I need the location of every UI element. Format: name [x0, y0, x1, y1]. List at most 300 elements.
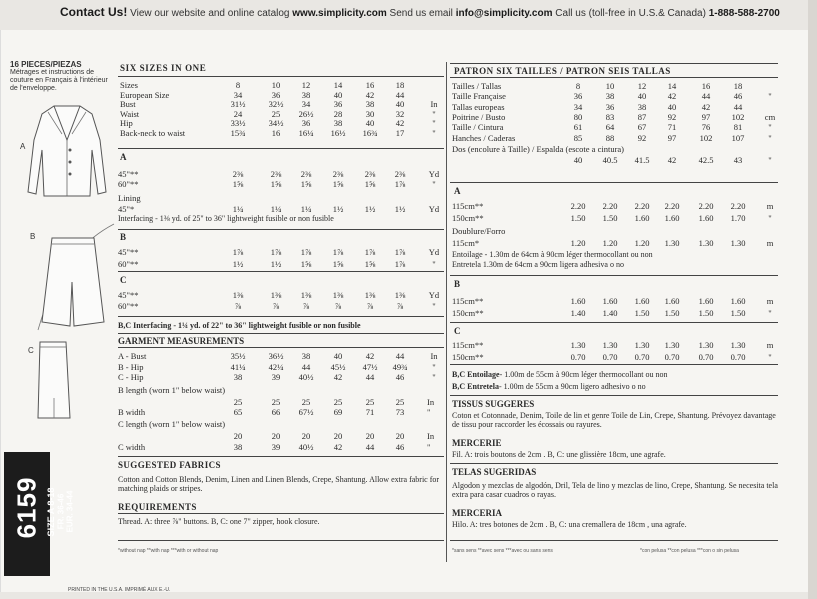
- page-edge: [808, 0, 817, 599]
- cell-value: 38: [233, 442, 243, 452]
- cell-value: 24: [233, 108, 243, 119]
- cell-value: 36: [271, 89, 281, 100]
- cell-value: 83: [605, 111, 615, 122]
- cell-value: 42¼: [268, 361, 284, 372]
- cell-value: 1⅝: [364, 259, 376, 269]
- mercerie-title: MERCERIE: [452, 438, 502, 448]
- cell-value: 47½: [362, 361, 378, 372]
- cell-value: ⅞: [396, 301, 404, 311]
- cell-value: 66: [271, 407, 281, 417]
- printed-in-note: PRINTED IN THE U.S.A. IMPRIMÉ AUX E.-U.: [68, 587, 171, 593]
- interfacing-bc: B,C Interfacing - 1¼ yd. of 22" to 36" lightweight fusible or non fusible: [118, 321, 361, 330]
- dos-label: Dos (encolure à Taille) / Espalda (escote a cintura): [452, 144, 625, 154]
- cell-value: 0.70: [698, 352, 714, 362]
- cell-value: 1¼: [300, 204, 312, 214]
- entoilage-bc: [452, 370, 668, 379]
- cell-value: 1⅞: [394, 247, 406, 257]
- cell-value: 26½: [298, 108, 314, 119]
- unit-label: Yd: [428, 247, 440, 257]
- cell-value: 1.20: [570, 238, 586, 248]
- cell-value: 1.50: [664, 308, 680, 318]
- cell-value: 42: [667, 91, 677, 102]
- cell-value: 41¼: [230, 361, 246, 372]
- cell-value: 107: [731, 132, 745, 143]
- cell-value: 1⅜: [332, 290, 344, 300]
- cell-value: 1.30: [664, 340, 680, 350]
- cell-value: 46: [395, 372, 405, 382]
- cell-value: 40: [667, 101, 677, 112]
- row-label: 45"**: [118, 169, 139, 179]
- culottes-sketch-b: [30, 222, 116, 338]
- entretela-a: Entretela 1.30m de 64cm a 90cm ligera adhesiva o no: [452, 260, 624, 269]
- cell-value: 38: [301, 89, 311, 100]
- cell-value: 71: [365, 407, 375, 417]
- cell-value: 1⅝: [270, 179, 282, 189]
- cell-value: 40: [637, 91, 647, 102]
- cell-value: 2⅜: [300, 169, 312, 179]
- cell-value: 42: [365, 89, 375, 100]
- unit-label: ": [432, 108, 436, 119]
- cell-value: 1¼: [232, 204, 244, 214]
- cell-value: 34½: [268, 118, 284, 129]
- cell-value: 1½: [364, 204, 376, 214]
- contact-us-label: Contact Us!: [60, 5, 128, 19]
- unit-label: ": [768, 132, 772, 143]
- requirements-text: Thread. A: three ⅞" buttons. B, C: one 7" zipper, hook closure.: [118, 517, 320, 526]
- fr-size-range: FR. 36-46: [56, 493, 66, 530]
- cell-value: 2.20: [634, 201, 650, 211]
- cell-value: 41.5: [634, 155, 650, 165]
- cell-value: 36: [605, 101, 615, 112]
- cell-value: 1.30: [730, 340, 746, 350]
- unit-label: m: [766, 340, 774, 350]
- unit-label: ": [432, 179, 436, 189]
- cell-value: 25: [301, 397, 311, 407]
- pieces-french-note: Métrages et instructions de couture en Français à l'intérieur de l'enveloppe.: [10, 69, 108, 92]
- row-label: Taille / Cintura: [452, 122, 504, 133]
- unit-label: m: [766, 201, 774, 211]
- row-label: B - Hip: [118, 361, 144, 372]
- row-label: Tallas europeas: [452, 101, 505, 112]
- unit-label: ": [768, 352, 772, 362]
- pattern-number: 6159: [11, 476, 42, 539]
- cell-value: 88: [605, 132, 615, 143]
- cell-value: 16: [271, 128, 281, 138]
- entretela-bc-label: B,C Entretela: [452, 382, 499, 391]
- cell-value: 1.60: [602, 296, 618, 306]
- cell-value: 0.70: [634, 352, 650, 362]
- unit-label: ": [432, 259, 436, 269]
- cell-value: 16: [701, 81, 711, 91]
- row-label: B width: [118, 407, 146, 417]
- eur-size-range: EUR. 34-44: [65, 490, 75, 533]
- rule-line: [450, 395, 778, 396]
- contact-bar: [0, 0, 817, 24]
- cell-value: 97: [701, 111, 711, 122]
- cell-value: 1.30: [602, 340, 618, 350]
- cell-value: 1⅞: [300, 247, 312, 257]
- cell-value: 38: [605, 91, 615, 102]
- cell-value: 42: [701, 101, 711, 112]
- requirements-title: REQUIREMENTS: [118, 502, 197, 512]
- entoilage-bc-label: B,C Entoilage: [452, 370, 500, 379]
- section-a-label: A: [120, 152, 127, 162]
- cell-value: 40: [573, 155, 583, 165]
- cell-value: 40: [333, 89, 343, 100]
- unit-label: Yd: [428, 290, 440, 300]
- rule-line: [450, 63, 778, 64]
- cell-value: 49¾: [392, 361, 408, 372]
- cell-value: 10: [271, 80, 281, 90]
- cell-value: 65: [233, 407, 243, 417]
- cell-value: 38: [365, 99, 375, 110]
- unit-label: ": [768, 213, 772, 223]
- cell-value: 14: [333, 80, 343, 90]
- unit-label: In: [430, 351, 438, 361]
- cell-value: 81: [733, 122, 743, 133]
- row-label: 115cm*: [452, 238, 480, 248]
- cell-value: 25: [333, 397, 343, 407]
- mercerie-text: Fil. A: trois boutons de 2cm . B, C: une glissière 18cm, une agrafe.: [452, 450, 666, 459]
- unit-label: In: [427, 431, 435, 441]
- cell-value: 31½: [230, 99, 246, 110]
- row-label: A - Bust: [118, 351, 147, 361]
- c-length-label: C length (worn 1" below waist): [118, 419, 226, 429]
- cell-value: 44: [365, 372, 375, 382]
- cell-value: 2⅜: [332, 169, 344, 179]
- french-title: PATRON SIX TAILLES / PATRON SEIS TALLAS: [454, 66, 671, 76]
- row-label: Poitrine / Busto: [452, 111, 506, 122]
- cell-value: 42: [365, 351, 375, 361]
- cell-value: 76: [701, 122, 711, 133]
- cell-value: 1⅜: [364, 290, 376, 300]
- website-link[interactable]: www.simplicity.com: [292, 8, 387, 19]
- cell-value: 0.70: [730, 352, 746, 362]
- unit-label: ": [768, 308, 772, 318]
- entretela-bc: [452, 382, 646, 391]
- cell-value: 33½: [230, 118, 246, 129]
- row-label: 115cm**: [452, 296, 484, 306]
- cell-value: 1.20: [602, 238, 618, 248]
- size-range: SIZE A 8-18: [46, 487, 56, 537]
- merceria-text: Hilo. A: tres botones de 2cm . B, C: una cremallera de 18cm , una agrafe.: [452, 520, 687, 529]
- row-label: Tailles / Tallas: [452, 81, 502, 91]
- lining-label: Lining: [118, 193, 141, 203]
- cell-value: 40: [395, 99, 405, 110]
- cell-value: 8: [575, 81, 581, 91]
- cell-value: 46: [733, 91, 743, 102]
- cell-value: 38: [301, 351, 311, 361]
- cell-value: 16½: [330, 128, 346, 138]
- cell-value: 35½: [230, 351, 246, 361]
- rule-line: [450, 540, 778, 541]
- cell-value: 12: [637, 81, 647, 91]
- cell-value: 42: [333, 372, 343, 382]
- cell-value: 80: [573, 111, 583, 122]
- section-a-label-fr: A: [454, 186, 461, 196]
- cell-value: 36: [333, 99, 343, 110]
- rule-line: [118, 540, 444, 541]
- cell-value: 64: [605, 122, 615, 133]
- english-footnote: *without nap **with nap ***with or without nap: [118, 548, 219, 554]
- unit-label: In: [430, 99, 438, 110]
- jacket-sketch-a: [26, 100, 108, 210]
- row-label: Back-neck to waist: [120, 128, 186, 138]
- cell-value: 1.60: [570, 296, 586, 306]
- rule-line: [118, 347, 444, 348]
- cell-value: 1.50: [730, 308, 746, 318]
- cell-value: 40.5: [602, 155, 618, 165]
- cell-value: 20: [333, 431, 343, 441]
- row-label: Hanches / Caderas: [452, 132, 516, 143]
- row-label: European Size: [120, 89, 170, 100]
- cell-value: 67: [637, 122, 647, 133]
- cell-value: 32: [395, 108, 405, 119]
- cell-value: 17: [395, 128, 405, 138]
- cell-value: 1.60: [730, 296, 746, 306]
- unit-label: ": [768, 122, 772, 133]
- cell-value: 1.60: [698, 213, 714, 223]
- cell-value: 43: [733, 155, 743, 165]
- cell-value: 42.5: [698, 155, 714, 165]
- cell-value: 1⅜: [394, 290, 406, 300]
- cell-value: 38: [233, 372, 243, 382]
- cell-value: 2.20: [602, 201, 618, 211]
- cell-value: 32½: [268, 99, 284, 110]
- row-label: 150cm**: [452, 352, 484, 362]
- cell-value: 1⅝: [332, 259, 344, 269]
- row-label: Hip: [120, 118, 133, 129]
- row-label: 150cm**: [452, 308, 484, 318]
- rule-line: [118, 148, 444, 149]
- cell-value: 61: [573, 122, 583, 133]
- row-label: 45"**: [118, 247, 139, 257]
- cell-value: 20: [395, 431, 405, 441]
- row-label: 115cm**: [452, 201, 484, 211]
- cell-value: 97: [667, 132, 677, 143]
- cell-value: 1⅝: [300, 259, 312, 269]
- view-website-text: View our website and online catalog: [130, 8, 290, 19]
- cell-value: 1.50: [698, 308, 714, 318]
- unit-label: cm: [764, 111, 776, 122]
- cell-value: 34: [573, 101, 583, 112]
- interfacing-a: Interfacing - 1⅜ yd. of 25" to 36" lightweight fusible or non fusible: [118, 214, 334, 223]
- cell-value: ⅞: [272, 301, 280, 311]
- cell-value: 92: [637, 132, 647, 143]
- cell-value: 34: [301, 99, 311, 110]
- cell-value: 1.70: [730, 213, 746, 223]
- row-label: 45"**: [118, 290, 139, 300]
- rule-line: [118, 333, 444, 334]
- cell-value: 36½: [268, 351, 284, 361]
- cell-value: 1⅝: [232, 179, 244, 189]
- cell-value: 44: [733, 101, 743, 112]
- cell-value: 1⅞: [394, 259, 406, 269]
- unit-label: Yd: [428, 169, 440, 179]
- cell-value: 1.30: [698, 340, 714, 350]
- suggested-fabrics-title: SUGGESTED FABRICS: [118, 460, 221, 470]
- cell-value: 15¾: [230, 128, 246, 138]
- cell-value: 10: [605, 81, 615, 91]
- figure-b-label: B: [30, 232, 36, 241]
- cell-value: 42: [395, 118, 405, 129]
- cell-value: 25: [271, 108, 281, 119]
- tissus-title: TISSUS SUGGERES: [452, 399, 535, 409]
- cell-value: 1⅝: [300, 179, 312, 189]
- unit-label: m: [766, 238, 774, 248]
- cell-value: 25: [395, 397, 405, 407]
- cell-value: 42: [667, 155, 677, 165]
- cell-value: 102: [731, 111, 745, 122]
- telas-text: Algodon y mezclas de algodón, Dril, Tela de lino y mezclas de lino, Crepe, Shantung. Se necesita tela extra para casar cuadros o rayas.: [452, 481, 778, 499]
- rule-line: [450, 275, 778, 276]
- rule-line: [118, 271, 444, 272]
- french-footnote: *sans sens **avec sens ***avec ou sans sens: [452, 548, 553, 554]
- rule-line: [450, 182, 778, 183]
- cell-value: 1.60: [664, 213, 680, 223]
- unit-label: ": [432, 128, 436, 138]
- unit-label: ": [432, 361, 436, 372]
- cell-value: 1.20: [634, 238, 650, 248]
- cell-value: 46: [395, 442, 405, 452]
- cell-value: 1⅝: [332, 179, 344, 189]
- cell-value: 14: [667, 81, 677, 91]
- cell-value: 18: [395, 80, 405, 90]
- cell-value: 1.30: [634, 340, 650, 350]
- english-title: SIX SIZES IN ONE: [120, 63, 207, 73]
- cell-value: 1½: [332, 204, 344, 214]
- cell-value: 1⅜: [270, 290, 282, 300]
- pattern-number-banner: [4, 452, 75, 576]
- pieces-info: [10, 61, 110, 93]
- section-b-label: B: [120, 232, 127, 242]
- cell-value: 16: [365, 80, 375, 90]
- cell-value: 0.70: [664, 352, 680, 362]
- cell-value: 67½: [298, 407, 314, 417]
- row-label: C - Hip: [118, 372, 144, 382]
- cell-value: 44: [395, 351, 405, 361]
- cell-value: 38: [333, 118, 343, 129]
- unit-label: ": [427, 407, 431, 417]
- cell-value: 1¼: [270, 204, 282, 214]
- cell-value: ⅞: [234, 301, 242, 311]
- cell-value: 1⅞: [394, 179, 406, 189]
- call-label: Call us (toll-free in U.S.& Canada): [555, 8, 706, 19]
- rule-line: [118, 316, 444, 317]
- entoilage-a: Entoilage - 1.30m de 64cm à 90cm léger thermocollant ou non: [452, 250, 653, 259]
- cell-value: 69: [333, 407, 343, 417]
- cell-value: 1.50: [570, 213, 586, 223]
- section-c-label: C: [120, 275, 127, 285]
- cell-value: 2.20: [730, 201, 746, 211]
- cell-value: 25: [233, 397, 243, 407]
- doublure-label: Doublure/Forro: [452, 226, 506, 236]
- merceria-title: MERCERIA: [452, 508, 503, 518]
- unit-label: ": [768, 91, 772, 102]
- cell-value: 1.30: [730, 238, 746, 248]
- cell-value: 1⅜: [300, 290, 312, 300]
- cell-value: 2⅜: [394, 169, 406, 179]
- cell-value: 1.60: [664, 296, 680, 306]
- unit-label: ": [768, 155, 772, 165]
- row-label: 60"**: [118, 301, 139, 311]
- rule-line: [450, 322, 778, 323]
- unit-label: In: [427, 397, 435, 407]
- cell-value: 28: [333, 108, 343, 119]
- column-divider: [446, 62, 447, 562]
- cell-value: 18: [733, 81, 743, 91]
- rule-line: [118, 513, 444, 514]
- cell-value: 40: [365, 118, 375, 129]
- cell-value: 20: [301, 431, 311, 441]
- cell-value: 40½: [298, 442, 314, 452]
- cell-value: 2⅜: [270, 169, 282, 179]
- cell-value: 1½: [270, 259, 282, 269]
- cell-value: 45½: [330, 361, 346, 372]
- row-label: 60"**: [118, 259, 139, 269]
- cell-value: 1.30: [664, 238, 680, 248]
- cell-value: 34: [233, 89, 243, 100]
- cell-value: 1½: [232, 259, 244, 269]
- garment-measurements-title: GARMENT MEASUREMENTS: [118, 336, 245, 346]
- cell-value: 25: [271, 397, 281, 407]
- figure-a-label: A: [20, 142, 26, 151]
- telas-title: TELAS SUGERIDAS: [452, 467, 537, 477]
- cell-value: 38: [637, 101, 647, 112]
- cell-value: 1.60: [698, 296, 714, 306]
- cell-value: 25: [365, 397, 375, 407]
- cell-value: 1.30: [698, 238, 714, 248]
- tissus-text: Coton et Cotonnade, Denim, Toile de lin et genre Toile de Lin, Crepe, Shantung. Prévoyez davantage de tissu pour raccorder les écossais ou rayures.: [452, 411, 776, 429]
- cell-value: 20: [271, 431, 281, 441]
- cell-value: 1⅜: [232, 290, 244, 300]
- cell-value: ⅞: [366, 301, 374, 311]
- cell-value: ⅞: [334, 301, 342, 311]
- unit-label: ": [432, 372, 436, 382]
- pieces-count: 16 PIECES/PIEZAS: [10, 60, 82, 69]
- cell-value: 2⅜: [364, 169, 376, 179]
- cell-value: 1⅞: [332, 247, 344, 257]
- cell-value: 2.20: [698, 201, 714, 211]
- row-label: Bust: [120, 99, 136, 110]
- cell-value: 1⅝: [364, 179, 376, 189]
- cell-value: 73: [395, 407, 405, 417]
- cell-value: 2⅜: [232, 169, 244, 179]
- cell-value: 71: [667, 122, 677, 133]
- cell-value: 36: [301, 118, 311, 129]
- rule-line: [118, 456, 444, 457]
- rule-line: [118, 76, 444, 77]
- cell-value: 8: [235, 80, 241, 90]
- rule-line: [450, 463, 778, 464]
- cell-value: 44: [395, 89, 405, 100]
- email-link[interactable]: info@simplicity.com: [455, 8, 553, 19]
- cell-value: 44: [365, 442, 375, 452]
- cell-value: 1½: [394, 204, 406, 214]
- cell-value: 1⅞: [364, 247, 376, 257]
- cell-value: 85: [573, 132, 583, 143]
- cell-value: 40: [333, 351, 343, 361]
- cell-value: 44: [701, 91, 711, 102]
- email-label: Send us email: [389, 8, 453, 19]
- unit-label: ": [427, 442, 431, 452]
- phone-number: 1-888-588-2700: [708, 8, 780, 19]
- cell-value: 36: [573, 91, 583, 102]
- row-label: 150cm**: [452, 213, 484, 223]
- figure-c-label: C: [28, 346, 34, 355]
- rule-line: [450, 77, 778, 78]
- cell-value: 44: [301, 361, 311, 372]
